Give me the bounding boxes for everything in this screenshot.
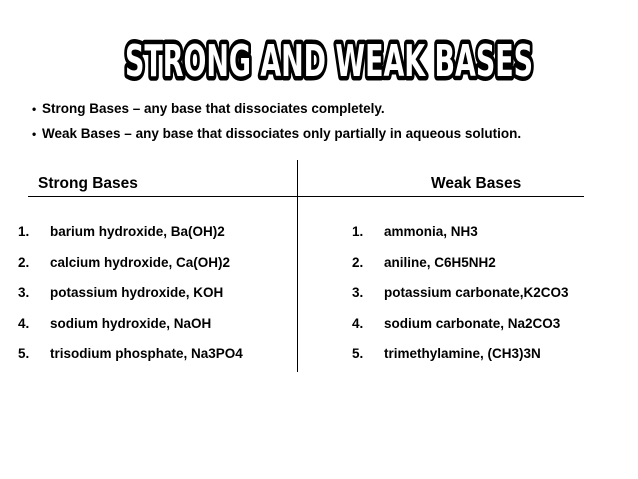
list-item xyxy=(18,224,243,255)
item-text: sodium carbonate, Na2CO3 xyxy=(384,315,561,331)
item-text: sodium hydroxide, NaOH xyxy=(50,315,212,331)
item-text: trisodium phosphate, Na3PO4 xyxy=(50,346,243,361)
list-item xyxy=(352,346,569,377)
item-number: 2. xyxy=(352,254,364,270)
item-number: 5. xyxy=(352,346,364,361)
item-number: 3. xyxy=(18,285,30,300)
slide-title-art xyxy=(0,14,638,94)
item-text: potassium hydroxide, KOH xyxy=(50,285,224,300)
list-item xyxy=(352,224,569,255)
list-item xyxy=(352,285,569,316)
item-number: 3. xyxy=(352,285,364,300)
weak-bases-list xyxy=(352,224,569,377)
item-number: 1. xyxy=(352,224,364,239)
item-number: 5. xyxy=(18,346,30,361)
item-text: calcium hydroxide, Ca(OH)2 xyxy=(50,254,231,270)
bullet-text: Weak Bases – any base that dissociates only partially in aqueous solution. xyxy=(42,126,522,141)
item-text: potassium carbonate,K2CO3 xyxy=(384,285,569,300)
item-number: 4. xyxy=(18,315,30,331)
header-divider xyxy=(28,196,584,197)
slide-title: STRONG AND WEAK BASES xyxy=(125,36,533,87)
column-divider xyxy=(297,160,298,372)
list-item xyxy=(18,346,243,377)
item-text: ammonia, NH3 xyxy=(384,224,478,239)
item-text: trimethylamine, (CH3)3N xyxy=(384,346,541,361)
bullet-weak-definition xyxy=(32,126,622,142)
strong-bases-header: Strong Bases xyxy=(38,175,138,192)
weak-bases-header: Weak Bases xyxy=(431,175,522,192)
item-number: 4. xyxy=(352,315,364,331)
list-item xyxy=(18,316,243,347)
bullet-text: Strong Bases – any base that dissociates completely. xyxy=(42,101,385,116)
list-item xyxy=(18,285,243,316)
item-number: 2. xyxy=(18,254,30,270)
item-text: aniline, C6H5NH2 xyxy=(384,254,496,270)
list-item xyxy=(352,255,569,286)
bullet-strong-definition xyxy=(32,101,622,117)
bullet-dot-icon: • xyxy=(32,102,37,116)
item-text: barium hydroxide, Ba(OH)2 xyxy=(50,224,225,239)
bullet-dot-icon: • xyxy=(32,127,37,141)
item-number: 1. xyxy=(18,224,30,239)
strong-bases-list xyxy=(18,224,243,377)
list-item xyxy=(18,255,243,286)
slide-title-container xyxy=(0,14,638,94)
definition-bullets xyxy=(32,101,622,151)
list-item xyxy=(352,316,569,347)
